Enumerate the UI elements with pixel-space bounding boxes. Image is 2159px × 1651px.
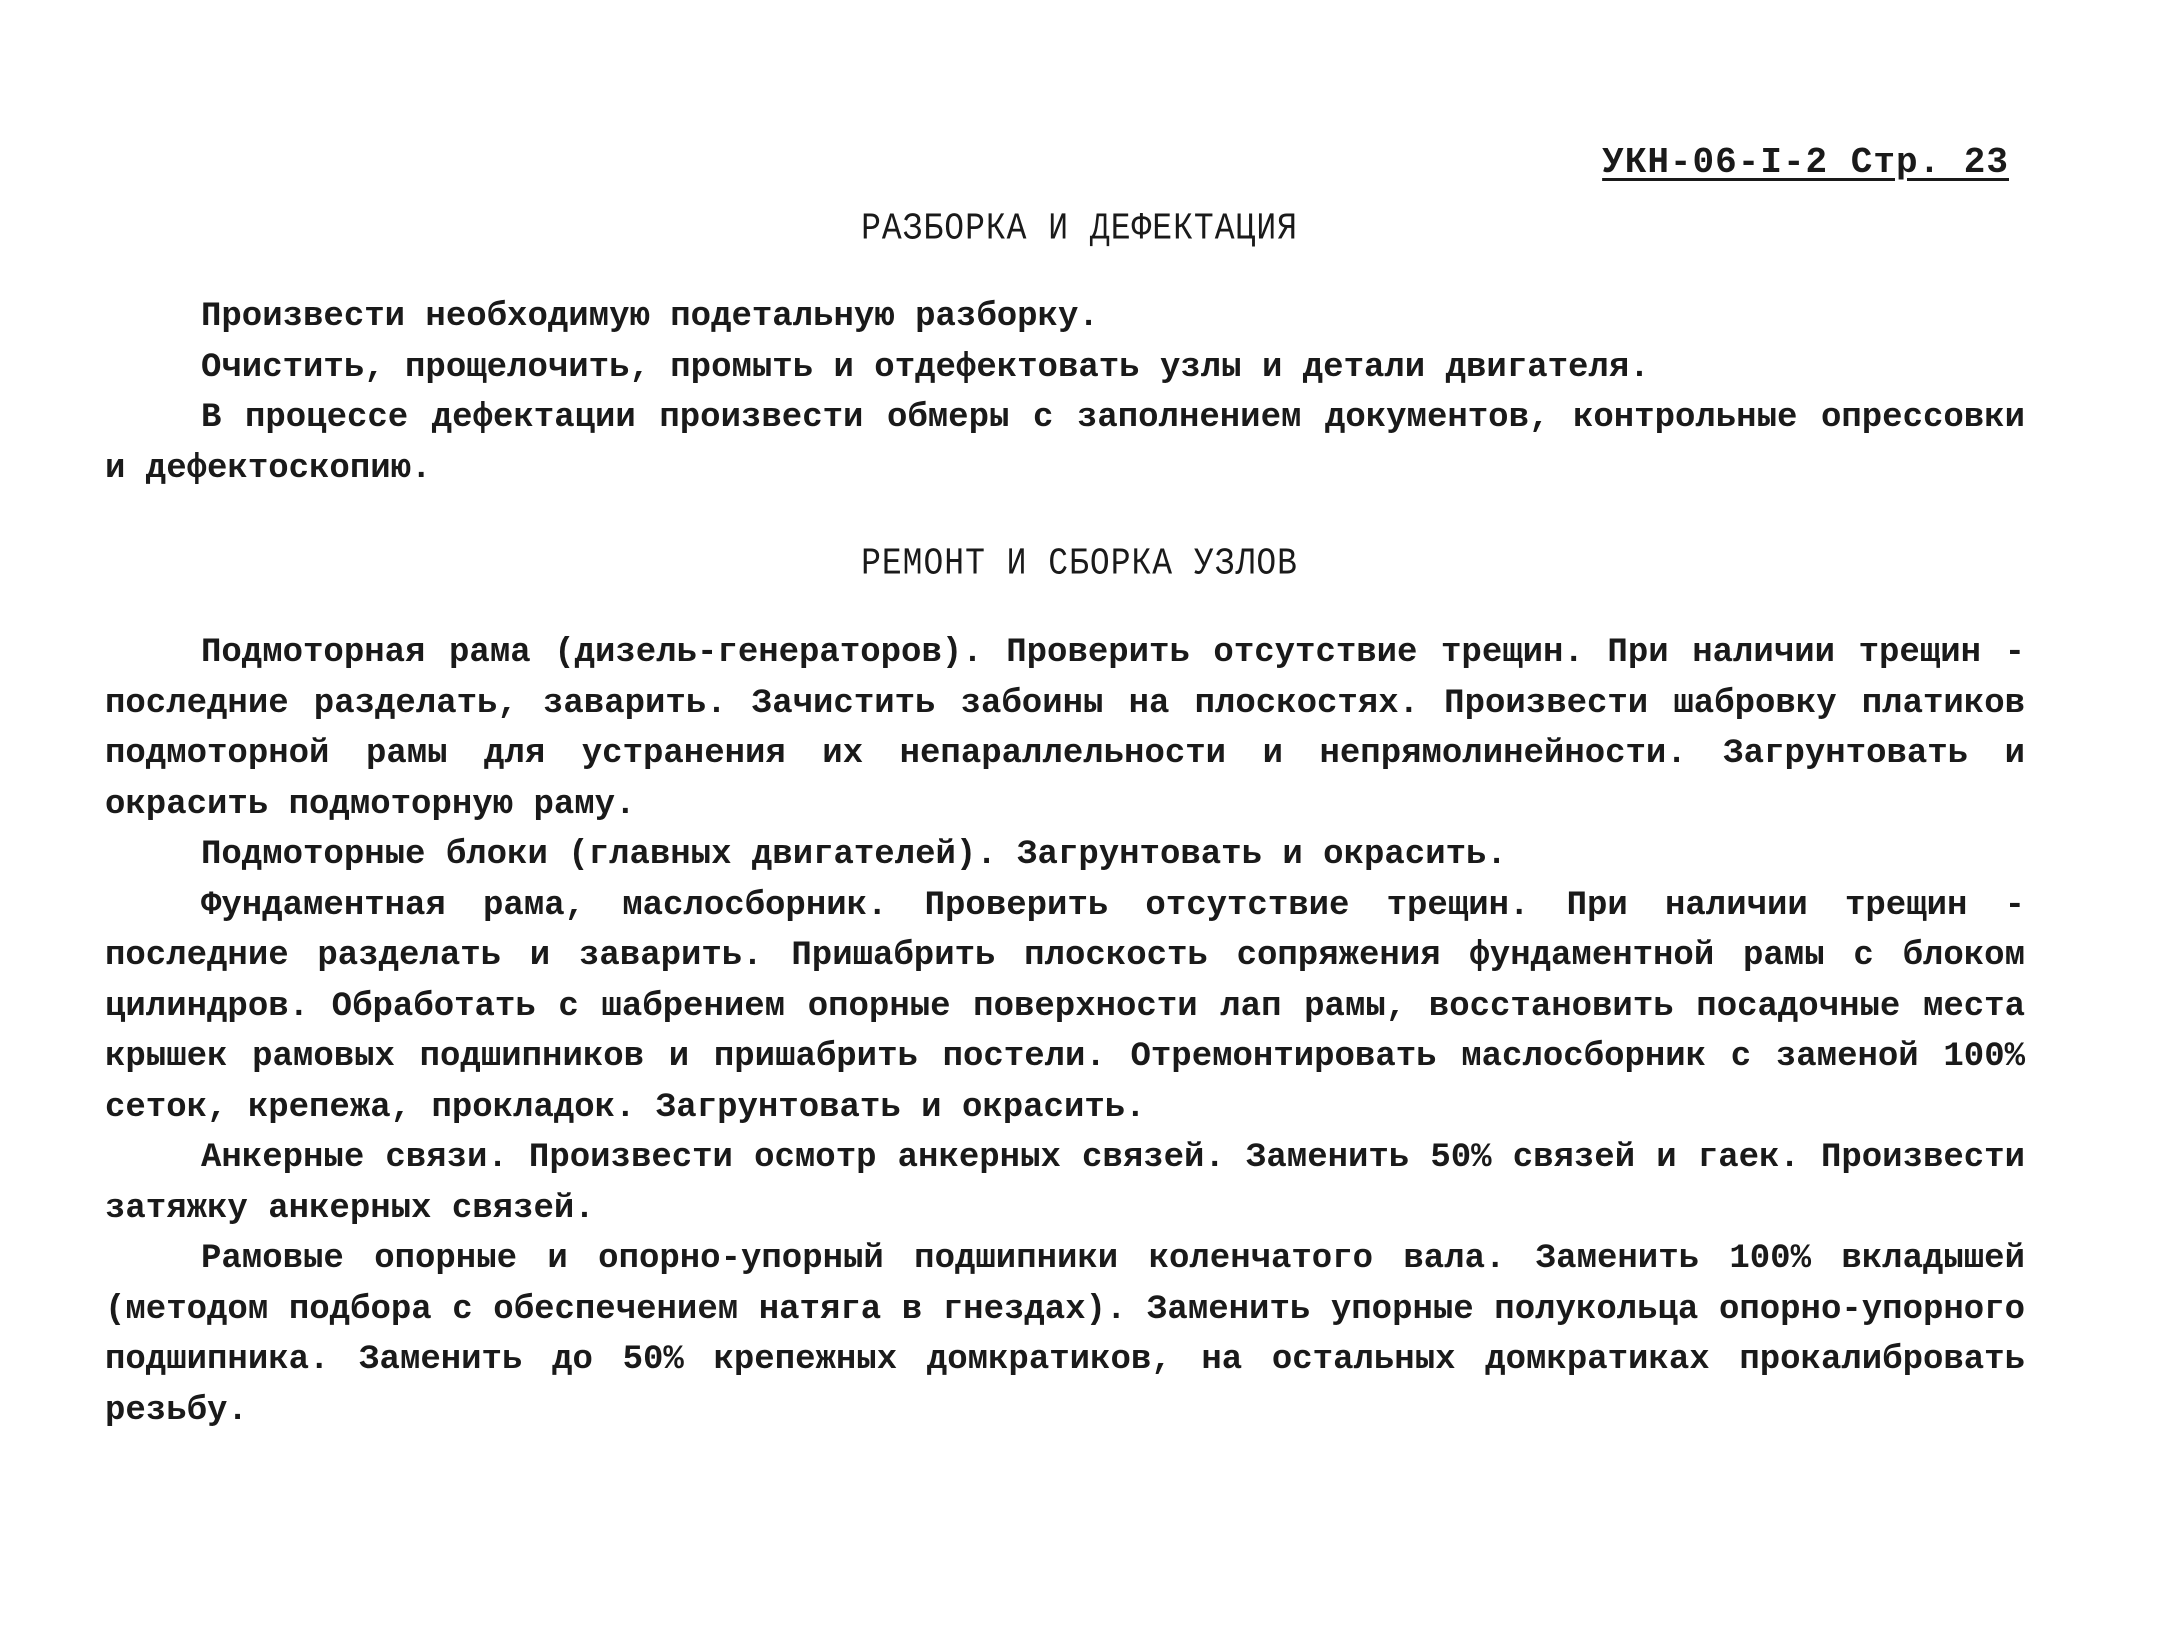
paragraph: Фундаментная рама, маслосборник. Проверить отсутствие трещин. При наличии трещин - последние разделать и заварить. Пришабрить плоскость сопряжения фундаментной рамы с блоком цилиндров. Обработать с шабрением опорные поверхности лап рамы, восстановить посадочные места крышек рамовых подшипников и пришабрить постели. Отремонтировать маслосборник с заменой 100% сеток, крепежа, прокладок. Загрунтовать и окрасить. <box>105 886 2025 1127</box>
section-heading-disassembly: РАЗБОРКА И ДЕФЕКТАЦИЯ <box>861 207 1298 250</box>
paragraph: Подмоторные блоки (главных двигателей). Загрунтовать и окрасить. <box>201 836 1507 874</box>
paragraph: В процессе дефектации произвести обмеры с заполнением документов, контрольные опрессовки и дефектоскопию. <box>105 399 2025 488</box>
paragraph: Анкерные связи. Произвести осмотр анкерных связей. Заменить 50% связей и гаек. Произвести затяжку анкерных связей. <box>105 1139 2025 1228</box>
section-body-disassembly <box>105 292 2025 494</box>
section-heading-repair-assembly: РЕМОНТ И СБОРКА УЗЛОВ <box>861 542 1298 585</box>
document-reference: УКН-06-I-2 Стр. 23 <box>1602 142 2009 183</box>
paragraph: Рамовые опорные и опорно-упорный подшипники коленчатого вала. Заменить 100% вкладышей (методом подбора с обеспечением натяга в гнездах). Заменить упорные полукольца опорно-упорного подшипника. Заменить до 50% крепежных домкратиков, на остальных домкратиках прокалибровать резьбу. <box>105 1240 2025 1430</box>
paragraph: Произвести необходимую подетальную разборку. <box>201 298 1099 336</box>
section-body-repair-assembly <box>105 628 2025 1436</box>
paragraph: Очистить, прощелочить, промыть и отдефектовать узлы и детали двигателя. <box>201 348 1650 387</box>
paragraph: Подмоторная рама (дизель-генераторов). Проверить отсутствие трещин. При наличии трещин - последние разделать, заварить. Зачистить забоины на плоскостях. Произвести шабровку платиков подмоторной рамы для устранения их непараллельности и непрямолинейности. Загрунтовать и окрасить подмоторную раму. <box>105 634 2025 824</box>
